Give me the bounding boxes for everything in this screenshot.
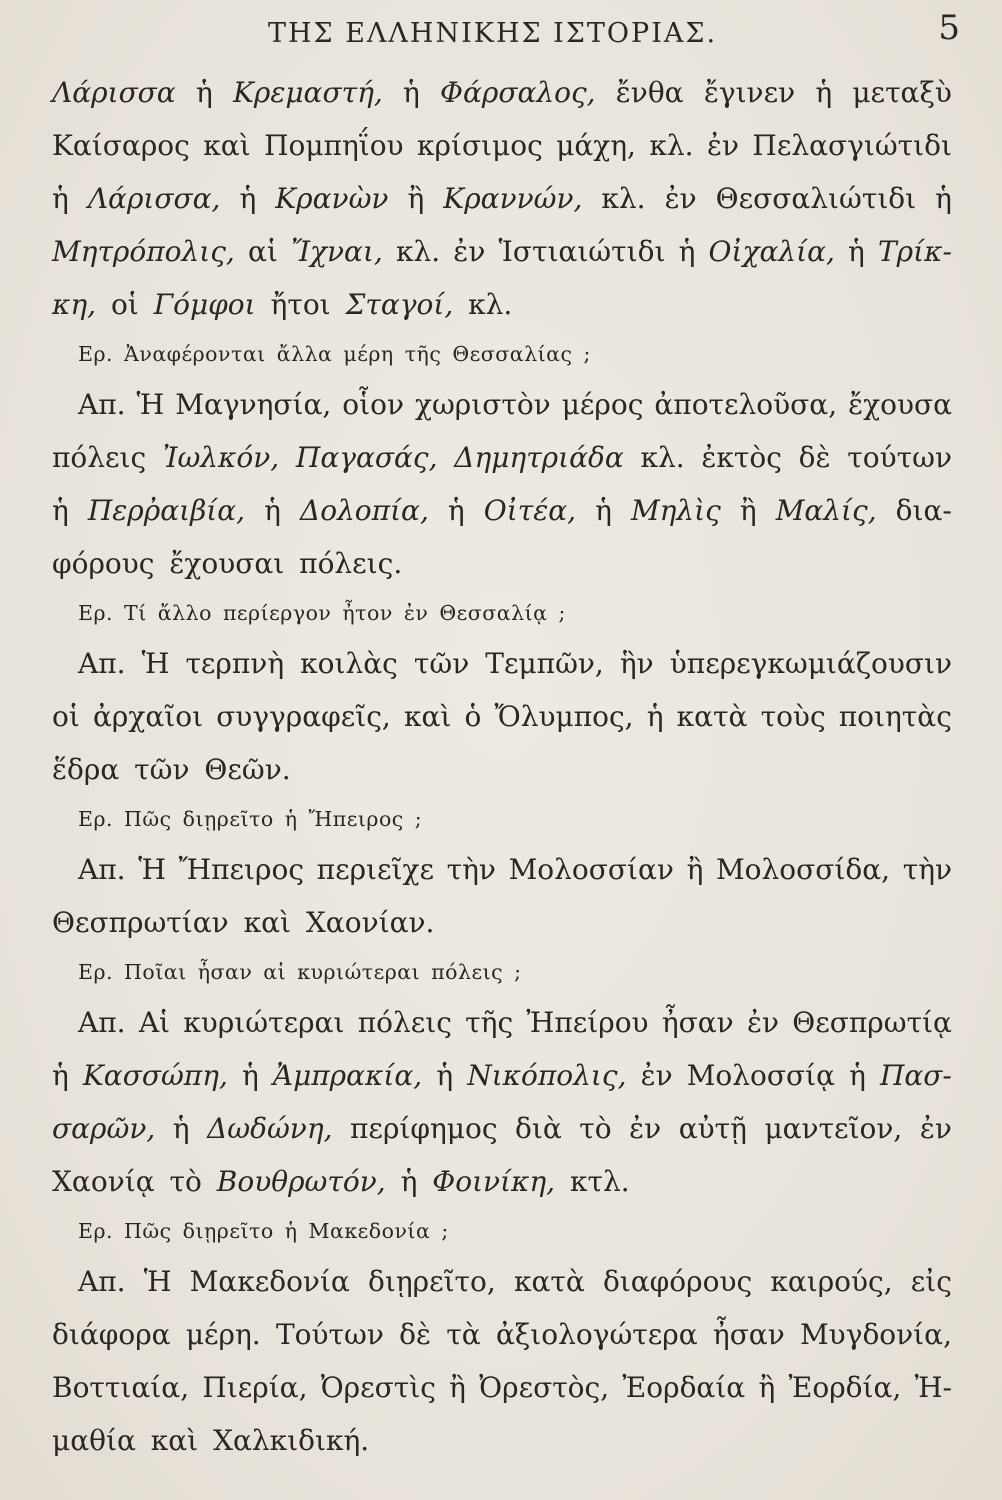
text-line — [52, 896, 952, 949]
text-line — [52, 690, 952, 743]
word: Κασσώπη, — [82, 1059, 228, 1092]
question-line: Ερ. Πῶς διῃρεῖτο ἡ Ἤπειρος ; — [78, 807, 423, 831]
word: Σταγοί, — [345, 288, 454, 321]
word: κατὰ — [513, 1265, 585, 1298]
word: Τρίκ- — [877, 235, 952, 268]
word: Χαονίαν. — [305, 906, 435, 939]
word: ἡ — [447, 494, 465, 527]
word: κτλ. — [569, 1165, 630, 1198]
word: ἢ — [407, 182, 425, 215]
word: φόρους — [52, 547, 155, 580]
word: μαντεῖον, — [764, 1112, 903, 1145]
text-line — [52, 1155, 952, 1208]
page-number: 5 — [938, 8, 960, 48]
word: Απ. — [78, 1006, 126, 1039]
word: τῶν — [413, 647, 470, 680]
text-line — [52, 431, 952, 484]
word: Απ. — [78, 647, 126, 680]
text-line — [52, 1049, 952, 1102]
word: οἱ — [52, 700, 80, 733]
word: Πασ- — [879, 1059, 952, 1092]
text-line — [52, 278, 952, 331]
word: πόλεις — [357, 1006, 452, 1039]
word: Μαγνησία, — [175, 388, 332, 421]
text-line — [52, 537, 952, 590]
word: ὑπερεγκωμιάζουσιν — [669, 647, 952, 680]
answer-line — [52, 637, 952, 690]
word: τὸ — [169, 1165, 202, 1198]
word: Ἤπειρος — [178, 853, 304, 886]
word: οἷον — [342, 388, 404, 421]
word: Μητρόπολις, — [52, 235, 235, 268]
word: ἡ — [239, 182, 257, 215]
word: ἢ — [739, 494, 757, 527]
word: Θεσπρωτίαν — [52, 906, 229, 939]
word: κλ. — [649, 129, 694, 162]
word: ἤτοι — [270, 288, 331, 321]
word: διάφορα — [52, 1318, 171, 1351]
word: τοὺς — [760, 700, 826, 733]
word: Οἰχαλία, — [708, 235, 835, 268]
word: ἐν — [919, 1112, 952, 1145]
word: καιρούς, — [770, 1265, 893, 1298]
word: Μηλὶς — [630, 494, 721, 527]
word: Ἴχναι, — [291, 235, 383, 268]
word: ἢ — [758, 1371, 776, 1404]
word: ἡ — [678, 235, 696, 268]
word: Πομπηΐου — [264, 129, 404, 162]
word: μέρη. — [185, 1318, 261, 1351]
word: Ἡ — [143, 1265, 172, 1298]
word: Ἱστιαιώτιδι — [498, 235, 666, 268]
word: Ἠ- — [914, 1371, 952, 1404]
word: τὸ — [579, 1112, 612, 1145]
word: ἔνθα — [615, 76, 684, 109]
word: ἡ — [646, 700, 664, 733]
word: Κρανὼν — [275, 182, 389, 215]
word: ἡ — [935, 182, 952, 215]
word: κλ. — [395, 235, 441, 268]
word: Κρεμαστή, — [232, 76, 383, 109]
word: τούτων — [847, 441, 952, 474]
word: Βουθρωτόν, — [216, 1165, 386, 1198]
word: καὶ — [150, 1424, 199, 1457]
word: Βοττιαία, — [52, 1371, 190, 1404]
text-line — [52, 66, 952, 119]
word: διαφόρους — [602, 1265, 753, 1298]
word: ἡ — [52, 1059, 69, 1092]
word: δὲ — [798, 441, 831, 474]
word: ἔγινεν — [703, 76, 796, 109]
word: Ἐορδία, — [788, 1371, 902, 1404]
word: ἐν — [706, 129, 739, 162]
word: δὲ — [399, 1318, 432, 1351]
word: μέρος — [561, 388, 644, 421]
word: Θεσσαλιώτιδι — [715, 182, 917, 215]
word: ἐκτὸς — [701, 441, 782, 474]
word: Ἡ — [138, 853, 166, 886]
word: Ἐορδαία — [622, 1371, 746, 1404]
word: Περῤαιβία, — [87, 494, 246, 527]
word: καὶ — [203, 129, 251, 162]
word: ἐν — [664, 182, 697, 215]
word: ἡ — [400, 1165, 418, 1198]
word: ἐν — [746, 1006, 780, 1039]
word: εἰς — [910, 1265, 952, 1298]
word: Γόμφοι — [153, 288, 256, 321]
word: διὰ — [515, 1112, 562, 1145]
word: ἡ — [436, 1059, 454, 1092]
word: ἀρχαῖοι — [92, 700, 204, 733]
word: οἱ — [110, 288, 139, 321]
word: πόλεις — [52, 441, 147, 474]
word: ἡ — [241, 1059, 259, 1092]
word: Πελασγιώτιδι — [752, 129, 952, 162]
question-line: Ερ. Ἀναφέρονται ἄλλα μέρη τῆς Θεσσαλίας ; — [78, 342, 591, 366]
word: ἐν — [453, 235, 486, 268]
word: κατὰ — [676, 700, 748, 733]
word: Λάρισσα, — [87, 182, 221, 215]
question-line: Ερ. Ποῖαι ἦσαν αἱ κυριώτεραι πόλεις ; — [78, 960, 522, 984]
word: Ἀμπρακία, — [272, 1059, 423, 1092]
word: τὴν — [902, 853, 952, 886]
word: χωριστὸν — [414, 388, 551, 421]
word: Απ. — [78, 388, 126, 421]
word: Μαλίς, — [775, 494, 877, 527]
word: κυριώτεραι — [183, 1006, 345, 1039]
word: Καίσαρος — [52, 129, 190, 162]
word: καὶ — [403, 700, 452, 733]
word: ἦσαν — [661, 1006, 734, 1039]
text-line — [52, 743, 952, 796]
text-line — [52, 1102, 952, 1155]
word: ἢ — [686, 853, 704, 886]
word: κλ. — [640, 441, 685, 474]
word: Χαονίᾳ — [52, 1165, 155, 1198]
word: Πιερία, — [202, 1371, 308, 1404]
word: ἡ — [172, 1112, 190, 1145]
word: ἀποτελοῦσα, — [654, 388, 838, 421]
word: τὴν — [446, 853, 496, 886]
word: ἡ — [849, 1059, 866, 1092]
word: ἀξιολογώτερα — [495, 1318, 698, 1351]
word: Δωδώνη, — [207, 1112, 333, 1145]
word: αὐτῇ — [678, 1112, 747, 1145]
text-line — [52, 172, 952, 225]
word: ὁ — [464, 700, 482, 733]
word: Μυγδονία, — [800, 1318, 952, 1351]
running-head — [0, 8, 1002, 52]
body-text — [52, 66, 952, 1467]
word: Μολοσσίᾳ — [686, 1059, 835, 1092]
word: ἔχουσα — [848, 388, 952, 421]
word: Κραννών, — [443, 182, 583, 215]
word: Ἰωλκόν, — [162, 441, 280, 474]
word: Θεῶν. — [204, 753, 291, 786]
word: Ἠπείρου — [526, 1006, 649, 1039]
word: ἡ — [595, 494, 612, 527]
word: Απ. — [78, 853, 126, 886]
word: τῆς — [465, 1006, 514, 1039]
word: Λάρισσα — [52, 76, 176, 109]
word: Μολοσσίδα, — [716, 853, 891, 886]
word: Απ. — [78, 1265, 126, 1298]
word: μαθία — [52, 1424, 136, 1457]
word: κη, — [52, 288, 97, 321]
word: Τούτων — [275, 1318, 384, 1351]
word: σαρῶν, — [52, 1112, 156, 1145]
answer-line — [52, 843, 952, 896]
word: Χαλκιδική. — [213, 1424, 370, 1457]
word: Ὀρεστὶς — [320, 1371, 436, 1404]
word: συγγραφεῖς, — [216, 700, 391, 733]
word: ἕδρα — [52, 753, 120, 786]
running-title: ΤΗΣ ΕΛΛΗΝΙΚΗΣ ΙΣΤΟΡΙΑΣ. — [268, 18, 718, 49]
word: κρίσιμος — [417, 129, 543, 162]
word: Οἰτέα, — [483, 494, 577, 527]
word: τῶν — [134, 753, 190, 786]
word: αἱ — [247, 235, 278, 268]
word: κλ. — [468, 288, 513, 321]
answer-line — [52, 1255, 952, 1308]
word: πόλεις. — [299, 547, 403, 580]
word: Δολοπία, — [299, 494, 429, 527]
word: Θεσπρωτίᾳ — [792, 1006, 952, 1039]
word: ἣν — [619, 647, 654, 680]
word: ἡ — [52, 494, 69, 527]
question-line: Ερ. Τί ἄλλο περίεργον ἦτον ἐν Θεσσαλίᾳ ; — [78, 601, 566, 625]
word: Τεμπῶν, — [485, 647, 604, 680]
word: τερπνὴ — [185, 647, 285, 680]
word: Φάρσαλος, — [440, 76, 596, 109]
word: ἡ — [815, 76, 833, 109]
word: Ὄλυμπος, — [494, 700, 634, 733]
word: ἡ — [264, 494, 281, 527]
word: κοιλὰς — [300, 647, 398, 680]
word: ποιητὰς — [838, 700, 952, 733]
word: Ὀρεστὸς, — [479, 1371, 610, 1404]
text-line — [52, 1414, 952, 1467]
text-line — [52, 1308, 952, 1361]
word: ἡ — [52, 182, 69, 215]
word: Νικόπολις, — [467, 1059, 627, 1092]
word: Παγασάς, — [295, 441, 438, 474]
word: Μολοσσίαν — [508, 853, 674, 886]
answer-line — [52, 996, 952, 1049]
word: Αἱ — [138, 1006, 171, 1039]
text-line — [52, 119, 952, 172]
word: ἐν — [640, 1059, 673, 1092]
word: μεταξὺ — [852, 76, 952, 109]
word: περίφημος — [350, 1112, 498, 1145]
text-line — [52, 484, 952, 537]
word: ἢ — [449, 1371, 466, 1404]
word: διῃρεῖτο, — [368, 1265, 496, 1298]
word: ἡ — [195, 76, 213, 109]
word: ἡ — [402, 76, 420, 109]
word: ἦσαν — [712, 1318, 785, 1351]
word: Μακεδονία — [189, 1265, 350, 1298]
word: ἔχουσαι — [169, 547, 285, 580]
text-line — [52, 1361, 952, 1414]
word: δια- — [895, 494, 952, 527]
word: Φοινίκη, — [432, 1165, 556, 1198]
word: περιεῖχε — [316, 853, 434, 886]
answer-line — [52, 378, 952, 431]
word: Ἡ — [136, 388, 165, 421]
text-line — [52, 225, 952, 278]
word: ἡ — [848, 235, 865, 268]
word: κλ. — [601, 182, 646, 215]
word: μάχη, — [556, 129, 636, 162]
word: καὶ — [243, 906, 291, 939]
word: Δημητριάδα — [454, 441, 624, 474]
question-line: Ερ. Πῶς διῃρεῖτο ἡ Μακεδονία ; — [78, 1219, 449, 1243]
word: τὰ — [446, 1318, 481, 1351]
word: ἐν — [629, 1112, 662, 1145]
word: Ἡ — [141, 647, 170, 680]
